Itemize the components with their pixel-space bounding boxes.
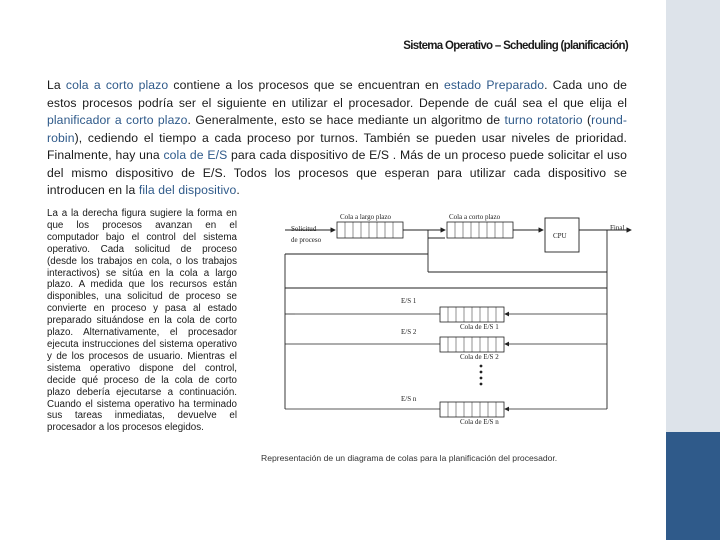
io2-label: E/S 2 (401, 328, 417, 336)
paragraph-text: contiene a los procesos que se encuentran en (168, 78, 444, 92)
ion-label: E/S n (401, 395, 417, 403)
side-description: La a la derecha figura sugiere la forma en que los procesos avanzan en el computador bajo el control del sistema operativo. Cada solicitud de proceso (desde los trabajos en cola, o los trabajos interactivos) se sitúa en la cola a largo plazo. A medida que los recursos están disponibles, una solicitud de proceso se convierte en proceso y pasa al estado preparado situándose en la cola de corto plazo. Alternativamente, el procesador ejecuta instrucciones del sistema operativo y de los procesos de usuario. Mientras el sistema operativo dispone del control, decide qué proceso de la cola de corto plazo debería ejecutarse a continuación. Cuando el sistema operativo ha terminado sus tareas inmediatas, devuelve el procesador a los procesos elegidos. (47, 208, 237, 434)
highlight-term: planificador a corto plazo (47, 113, 188, 127)
io-row-2 (285, 328, 607, 361)
io-row-1 (285, 297, 607, 331)
diagram-caption: Representación de un diagrama de colas para la planificación del procesador. (261, 453, 558, 463)
short-queue-label: Cola a corto plazo (449, 213, 501, 221)
paragraph-text: La (47, 78, 66, 92)
slide-title: Sistema Operativo – Scheduling (planificación) (403, 40, 628, 52)
request-label-2: de proceso (291, 236, 322, 244)
highlight-term: fila del dispositivo (138, 183, 237, 197)
highlight-term: cola a corto plazo (65, 78, 169, 92)
ion-queue-label: Cola de E/S n (460, 418, 499, 426)
paragraph-text: . Cada uno de estos procesos podría ser el siguiente en utilizar el procesador. Depende de cuál sea el que elija el (47, 78, 628, 110)
long-queue-label: Cola a largo plazo (340, 213, 391, 221)
request-label-1: Solicitud (291, 225, 317, 233)
feedback-lines (285, 230, 607, 409)
paragraph-text: para cada dispositivo de E/S . Más de un proceso puede solicitar el uso del mismo dispositivo de E/S. Todos los procesos que esperan para utilizar cada dispositivo se introducen en la (47, 148, 627, 197)
long-term-queue (337, 222, 403, 238)
io1-label: E/S 1 (401, 297, 417, 305)
highlight-term: cola de E/S (163, 148, 228, 162)
io-ellipsis (480, 365, 483, 386)
highlight-term: turno rotatorio (504, 113, 583, 127)
queue-diagram (255, 204, 637, 467)
io1-queue-label: Cola de E/S 1 (460, 323, 499, 331)
io-row-n (285, 395, 607, 426)
short-term-queue (447, 222, 513, 238)
highlight-term: estado Preparado (443, 78, 545, 92)
paragraph-text: ( (582, 113, 592, 127)
highlight-term: round-robin (47, 113, 627, 145)
queue-diagram-svg (255, 204, 637, 467)
side-accent-block (666, 432, 720, 540)
paragraph-text: . Generalmente, esto se hace mediante un algoritmo de (187, 113, 505, 127)
io2-queue-label: Cola de E/S 2 (460, 353, 499, 361)
final-label: Final (610, 224, 625, 232)
paragraph-text: ), cediendo el tiempo a cada proceso por turnos. También se pueden usar niveles de prioridad. Finalmente, hay una (47, 130, 627, 162)
main-paragraph (47, 77, 627, 200)
cpu-box (545, 218, 579, 252)
cpu-label: CPU (553, 232, 567, 240)
paragraph-text: . (236, 183, 240, 197)
